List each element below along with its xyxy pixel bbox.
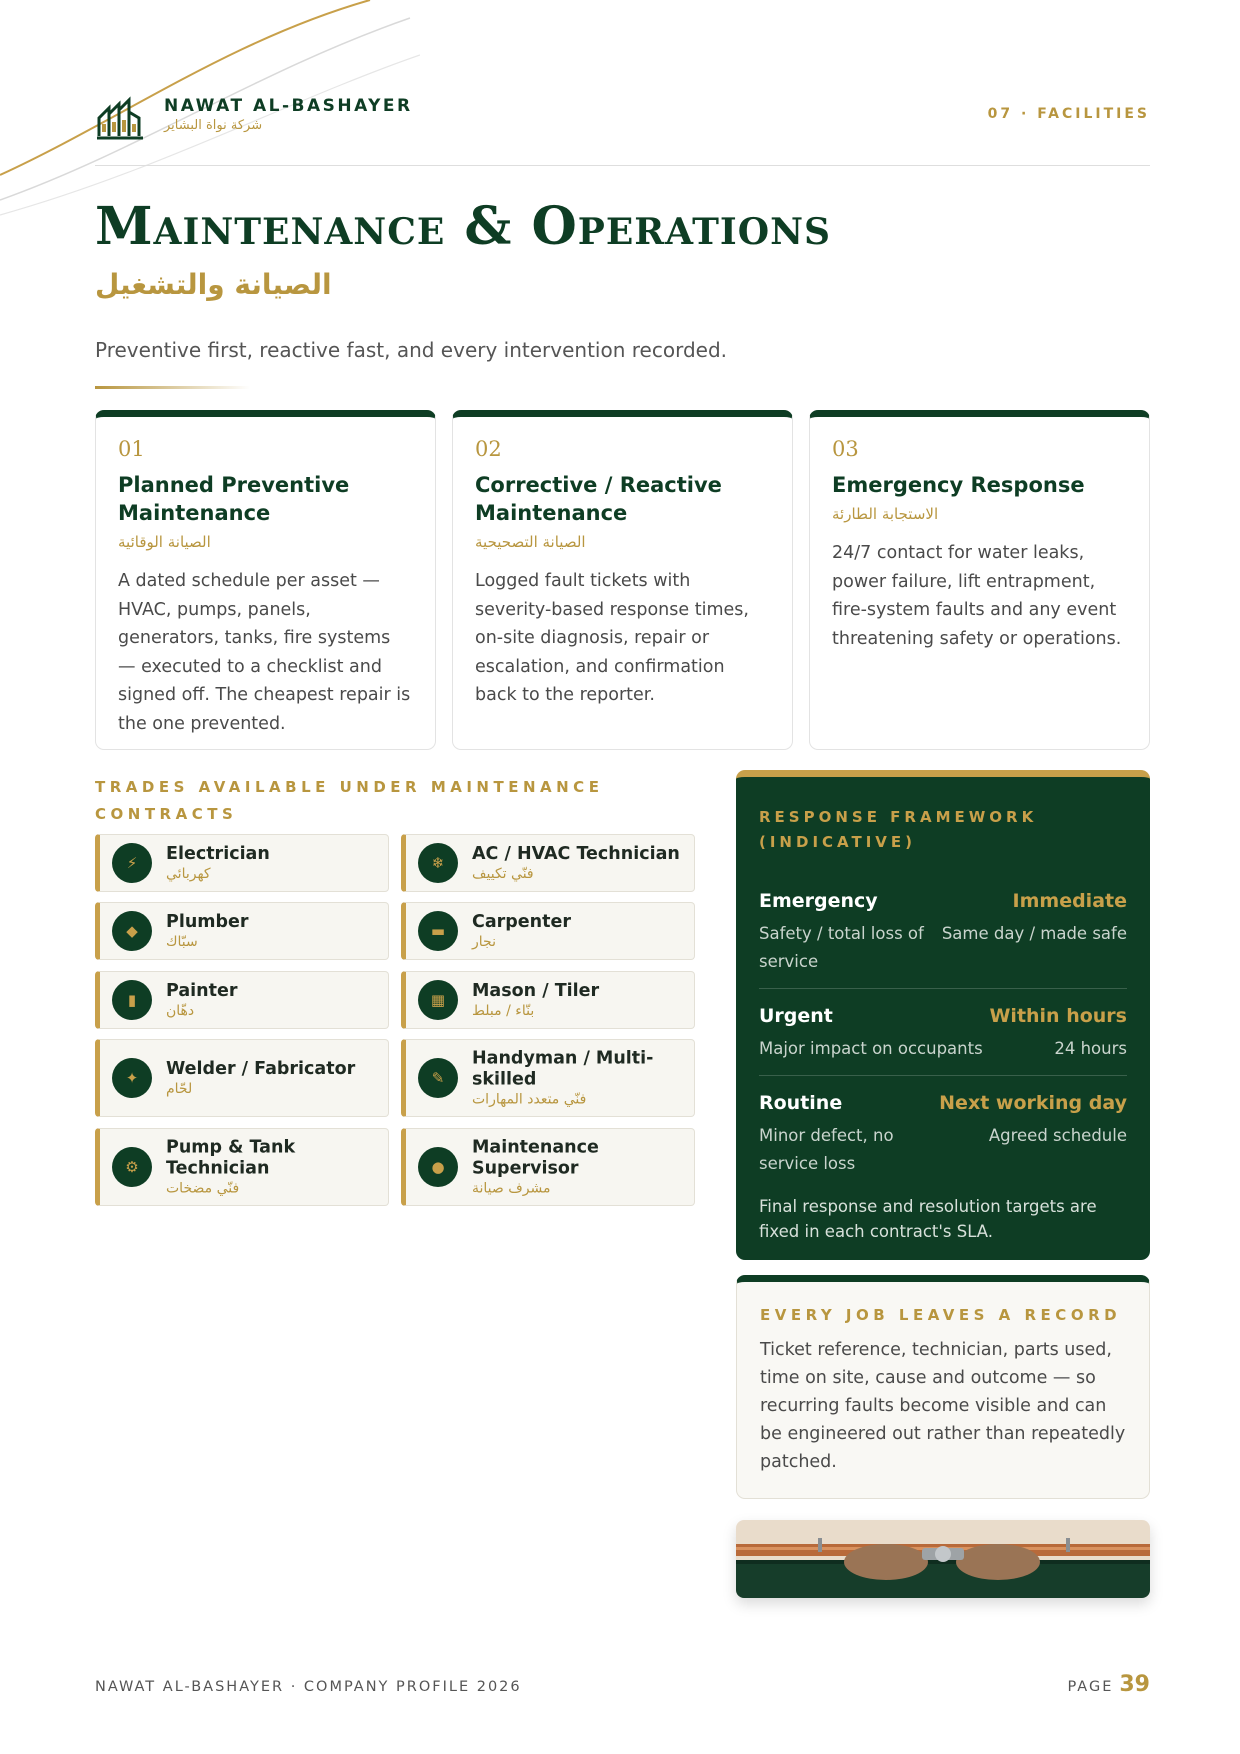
page-title-arabic: الصيانة والتشغيل — [95, 268, 332, 301]
card-body: Logged fault tickets with severity-based response times, on-site diagnosis, repair or escalation, and confirmation back to the reporter. — [475, 571, 749, 705]
bricks-icon: ▦ — [418, 980, 458, 1020]
trade-mason-tiler — [401, 971, 695, 1029]
trade-name-arabic: نجار — [472, 934, 496, 950]
priority-description: Minor defect, no service loss — [759, 1126, 894, 1173]
trade-name: AC / HVAC Technician — [472, 844, 680, 864]
card-title-arabic: الاستجابة الطارئة — [832, 505, 939, 523]
welding-torch-icon: ✦ — [112, 1058, 152, 1098]
priority-target: Agreed schedule — [988, 1126, 1127, 1145]
trade-name: Maintenance Supervisor — [472, 1137, 599, 1179]
card-number: 01 — [118, 437, 145, 461]
trade-name: Electrician — [166, 844, 270, 864]
framework-row-routine — [759, 1092, 1127, 1182]
trade-name-arabic: لحّام — [166, 1081, 193, 1097]
card-title: Corrective / Reactive Maintenance — [475, 473, 722, 525]
supervisor-icon: ● — [418, 1147, 458, 1187]
card-title-arabic: الصيانة التصحيحية — [475, 533, 586, 551]
framework-row-emergency — [759, 890, 1127, 989]
trade-name: Mason / Tiler — [472, 981, 600, 1001]
card-number: 03 — [832, 437, 859, 461]
footer-document-name: NAWAT AL-BASHAYER · COMPANY PROFILE 2026 — [95, 1679, 522, 1695]
trade-electrician — [95, 834, 389, 892]
saw-icon: ▬ — [418, 911, 458, 951]
trades-heading: TRADES AVAILABLE UNDER MAINTENANCE CONTRACTS — [95, 778, 604, 823]
snowflake-icon: ❄ — [418, 843, 458, 883]
trade-plumber — [95, 902, 389, 960]
maintenance-types — [95, 410, 1150, 750]
trade-hvac-technician — [401, 834, 695, 892]
card-emergency-response — [809, 410, 1150, 750]
framework-row-urgent — [759, 1005, 1127, 1076]
trade-carpenter — [401, 902, 695, 960]
page-title: Maintenance & Operations — [95, 196, 832, 257]
card-title-arabic: الصيانة الوقائية — [118, 533, 211, 551]
priority-target: Same day / made safe — [941, 924, 1127, 943]
page-label: PAGE — [1067, 1679, 1114, 1695]
priority-description: Major impact on occupants — [759, 1039, 983, 1058]
card-number: 02 — [475, 437, 502, 461]
brand-name-arabic: شركة نواة البشاير — [164, 118, 263, 133]
priority-description: Safety / total loss of service — [759, 924, 924, 971]
card-title: Emergency Response — [832, 473, 1085, 497]
footer-page-indicator — [1067, 1672, 1150, 1697]
trade-name: Painter — [166, 981, 238, 1001]
response-framework-panel — [736, 770, 1150, 1260]
trade-name-arabic: بنّاء / مبلط — [472, 1003, 535, 1019]
card-body: 24/7 contact for water leaks, power failure, lift entrapment, fire-system faults and any event threatening safety or operations. — [832, 543, 1122, 649]
section-tag: 07 · FACILITIES — [987, 106, 1150, 122]
trade-name: Welder / Fabricator — [166, 1059, 356, 1079]
trade-name: Carpenter — [472, 912, 572, 932]
page-number: 39 — [1119, 1672, 1150, 1697]
trade-name-arabic: سبّاك — [166, 934, 198, 950]
trade-name: Plumber — [166, 912, 249, 932]
priority-response-time: Within hours — [989, 1005, 1127, 1027]
trade-name-arabic: مشرف صيانة — [472, 1180, 551, 1197]
framework-note: Final response and resolution targets are fixed in each contract's SLA. — [759, 1197, 1097, 1241]
page-subtitle: Preventive first, reactive fast, and every intervention recorded. — [95, 338, 727, 362]
framework-heading: RESPONSE FRAMEWORK (INDICATIVE) — [759, 808, 1038, 851]
trade-maintenance-supervisor — [401, 1128, 695, 1206]
pipe-repair-photo — [736, 1520, 1150, 1598]
trade-name-arabic: فنّي تكييف — [472, 866, 534, 882]
card-planned-preventive — [95, 410, 436, 750]
priority-response-time: Immediate — [1012, 890, 1127, 912]
trade-name-arabic: فنّي متعدد المهارات — [472, 1091, 587, 1108]
trade-name-arabic: كهربائي — [166, 866, 211, 882]
card-title: Planned Preventive Maintenance — [118, 473, 350, 525]
lightning-icon: ⚡ — [112, 843, 152, 883]
page-header — [95, 90, 1150, 166]
priority-name: Urgent — [759, 1005, 833, 1027]
paint-roller-icon: ▮ — [112, 980, 152, 1020]
priority-response-time: Next working day — [939, 1092, 1127, 1114]
card-corrective-reactive — [452, 410, 793, 750]
gear-icon: ⚙ — [112, 1147, 152, 1187]
trade-painter — [95, 971, 389, 1029]
trade-welder-fabricator — [95, 1039, 389, 1117]
trade-name-arabic: فنّي مضخات — [166, 1180, 240, 1197]
wrench-icon: ✎ — [418, 1058, 458, 1098]
job-record-panel — [736, 1275, 1150, 1499]
card-body: A dated schedule per asset — HVAC, pumps, panels, generators, tanks, fire systems — executed to a checklist and signed off. The cheapest repair is the one prevented. — [118, 571, 411, 734]
brand-name: NAWAT AL-BASHAYER — [164, 96, 413, 116]
water-drop-icon: ◆ — [112, 911, 152, 951]
record-body: Ticket reference, technician, parts used, time on site, cause and outcome — so recurring faults become visible and can be engineered out rather than repeatedly patched. — [760, 1340, 1126, 1472]
record-heading: EVERY JOB LEAVES A RECORD — [760, 1306, 1122, 1324]
priority-name: Emergency — [759, 890, 878, 912]
divider — [95, 386, 250, 389]
trade-pump-tank-technician — [95, 1128, 389, 1206]
priority-target: 24 hours — [1054, 1039, 1127, 1058]
trade-name-arabic: دهّان — [166, 1003, 195, 1019]
trade-handyman — [401, 1039, 695, 1117]
trade-name: Handyman / Multi-skilled — [472, 1048, 654, 1090]
priority-name: Routine — [759, 1092, 843, 1114]
company-logo — [95, 94, 147, 140]
trade-name: Pump & Tank Technician — [166, 1137, 296, 1179]
